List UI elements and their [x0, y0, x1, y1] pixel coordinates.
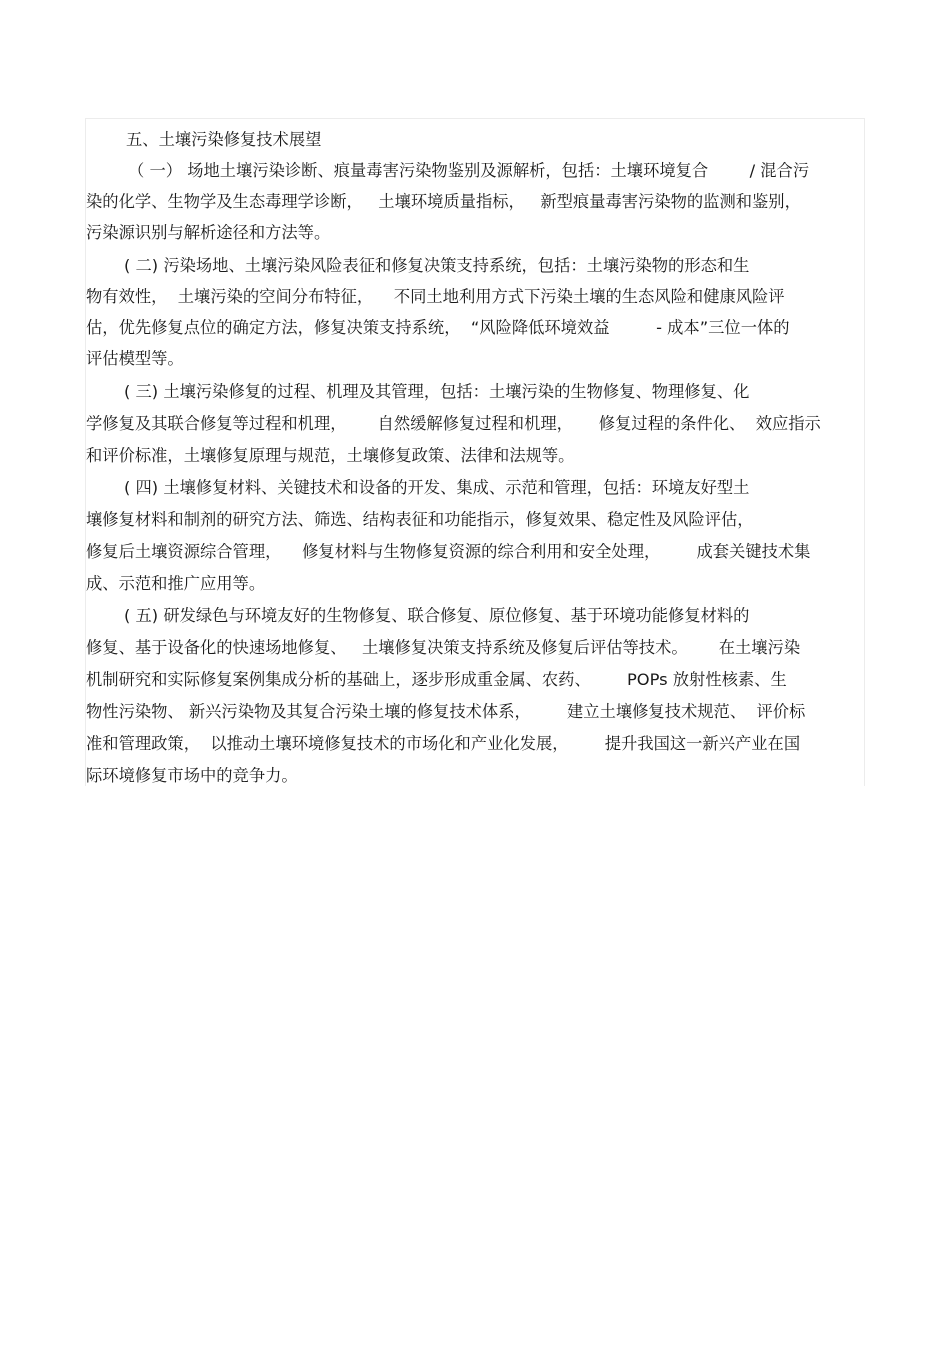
text-line: 修复、基于设备化的快速场地修复、 土壤修复决策支持系统及修复后评估等技术。 在土壤污染 [86, 638, 801, 657]
text-line: 修复后土壤资源综合管理， 修复材料与生物修复资源的综合利用和安全处理， 成套关键技术集 [86, 542, 811, 561]
text-line: 际环境修复市场中的竞争力。 [86, 766, 298, 785]
text-line: 壤修复材料和制剂的研究方法、筛选、结构表征和功能指示，修复效果、稳定性及风险评估， [86, 510, 754, 529]
text-line: 染的化学、生物学及生态毒理学诊断， 土壤环境质量指标， 新型痕量毒害污染物的监测和鉴别， [86, 192, 801, 211]
text-line: ( 三) 土壤污染修复的过程、机理及其管理，包括：土壤污染的生物修复、物理修复、化 [124, 382, 750, 401]
text-line: 污染源识别与解析途径和方法等。 [86, 223, 331, 242]
text-line: ( 四) 土壤修复材料、关键技术和设备的开发、集成、示范和管理，包括：环境友好型土 [124, 478, 750, 497]
section-heading: 五、土壤污染修复技术展望 [126, 130, 322, 149]
text-line: 和评价标准，土壤修复原理与规范，土壤修复政策、法律和法规等。 [86, 446, 575, 465]
text-line: 机制研究和实际修复案例集成分析的基础上，逐步形成重金属、农药、 POPs 放射性核素、生 [86, 670, 787, 689]
text-line: （ 一） 场地土壤污染诊断、痕量毒害污染物鉴别及源解析，包括：土壤环境复合 / 混合污 [128, 161, 810, 180]
text-line: 学修复及其联合修复等过程和机理， 自然缓解修复过程和机理， 修复过程的条件化、 效应指示 [86, 414, 821, 433]
text-line: 评估模型等。 [86, 349, 184, 368]
text-line: 准和管理政策， 以推动土壤环境修复技术的市场化和产业化发展， 提升我国这一新兴产业在国 [86, 734, 801, 753]
text-line: 物性污染物、 新兴污染物及其复合污染土壤的修复技术体系， 建立土壤修复技术规范、 评价标 [86, 702, 806, 721]
text-line: ( 二) 污染场地、土壤污染风险表征和修复决策支持系统，包括：土壤污染物的形态和生 [124, 256, 750, 275]
text-line: ( 五) 研发绿色与环境友好的生物修复、联合修复、原位修复、基于环境功能修复材料的 [124, 606, 750, 625]
text-line: 物有效性， 土壤污染的空间分布特征， 不同土地利用方式下污染土壤的生态风险和健康风险评 [86, 287, 785, 306]
text-line: 估，优先修复点位的确定方法，修复决策支持系统， “风险降低环境效益 - 成本”三位一体的 [86, 318, 790, 337]
text-line: 成、示范和推广应用等。 [86, 574, 266, 593]
